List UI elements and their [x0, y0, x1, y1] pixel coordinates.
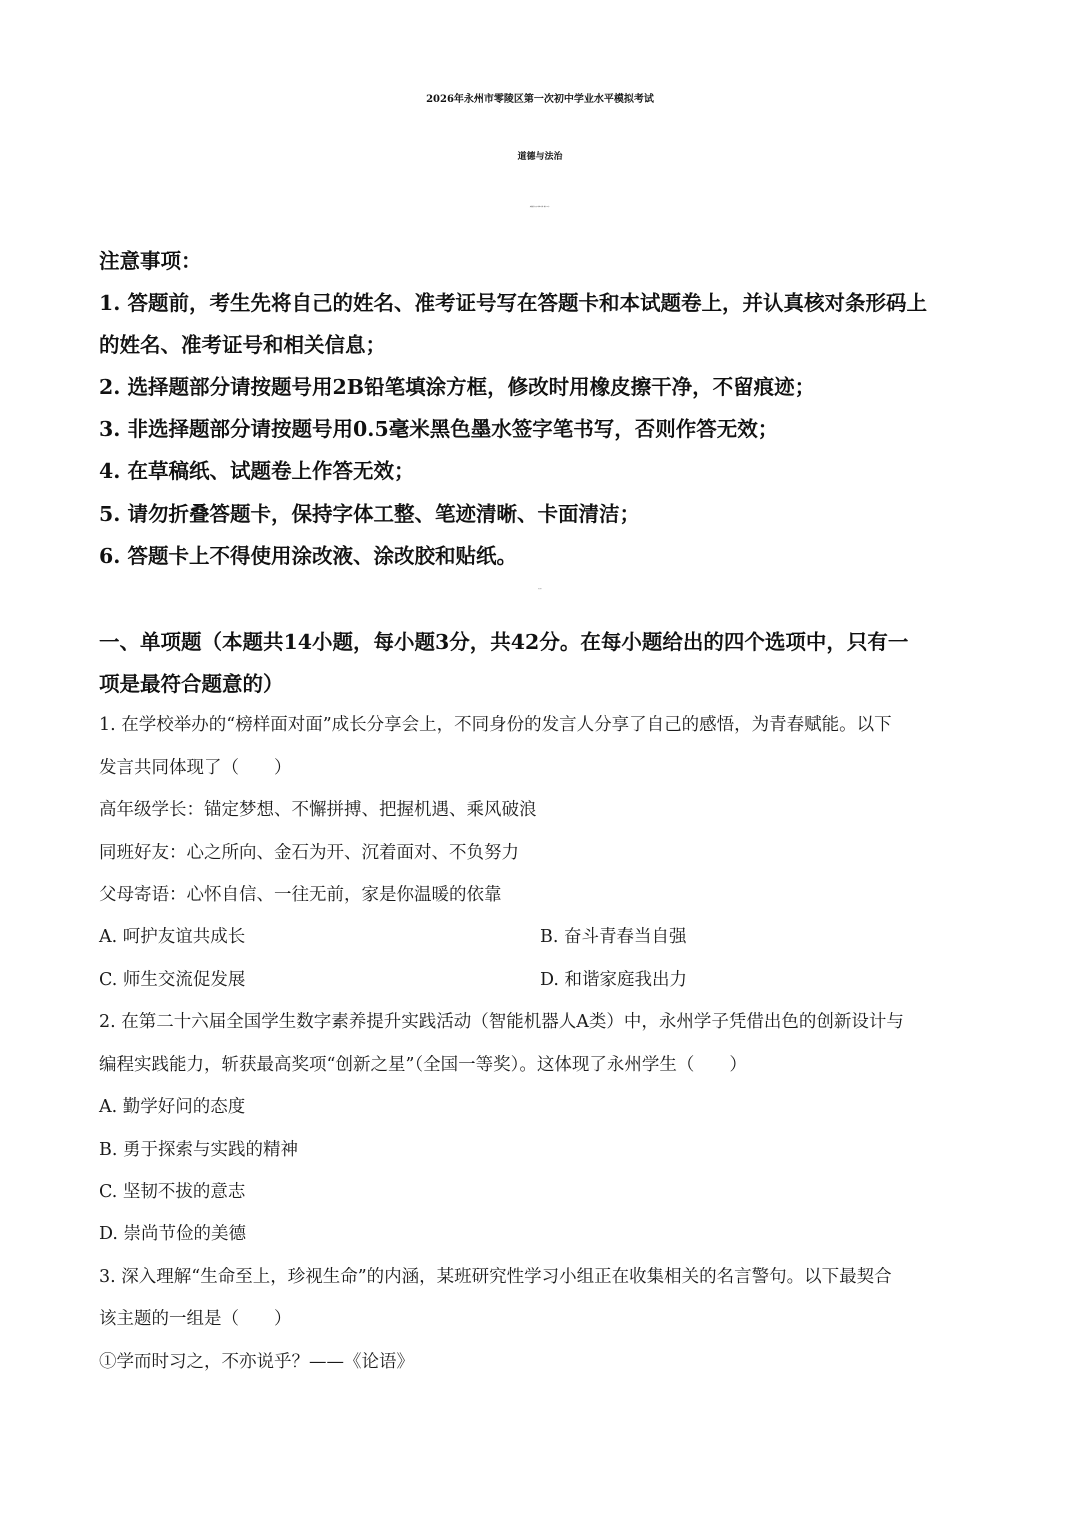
subject-title: 道德与法治: [517, 152, 563, 162]
q3-stem-line1: 3. 深入理解“生命至上，珍视生命”的内涵，某班研究性学习小组正在收集相关的名言警句。以下最契合: [99, 1267, 892, 1287]
q2-stem-line2: 编程实践能力，斩获最高奖项“创新之星”（全国一等奖）。这体现了永州学生（ ）: [99, 1055, 747, 1075]
exam-info: 本试题卷共6页。时量60分钟。满分100分。: [529, 207, 551, 208]
note-item-1: 1. 答题前，考生先将自己的姓名、准考证号写在答题卡和本试题卷上，并认真核对条形码上: [99, 291, 928, 315]
note-item-6: 6. 答题卡上不得使用涂改液、涂改胶和贴纸。: [99, 544, 518, 568]
q2-stem-line1: 2. 在第二十六届全国学生数字素养提升实践活动（智能机器人A类）中，永州学子凭借出色的创新设计与: [99, 1012, 904, 1032]
q1-option-a: A. 呵护友谊共成长: [99, 927, 246, 947]
note-item-1-cont: 的姓名、准考证号和相关信息；: [99, 333, 386, 357]
part-heading-line1: 一、单项题（本题共14小题，每小题3分，共42分。在每小题给出的四个选项中，只有一: [99, 630, 909, 654]
q2-option-b: B. 勇于探索与实践的精神: [99, 1140, 298, 1160]
q1-quote-1: 高年级学长：锚定梦想、不懈拼搏、把握机遇、乘风破浪: [99, 800, 537, 820]
q1-option-c: C. 师生交流促发展: [99, 970, 246, 990]
note-item-5: 5. 请勿折叠答题卡，保持字体工整、笔迹清晰、卡面清洁；: [99, 502, 641, 526]
q1-quote-2: 同班好友：心之所向、金石为开、沉着面对、不负努力: [99, 843, 519, 863]
q1-stem-line1: 1. 在学校举办的“榜样面对面”成长分享会上，不同身份的发言人分享了自己的感悟，为青春赋能。以下: [99, 715, 892, 735]
q1-option-d: D. 和谐家庭我出力: [540, 970, 688, 990]
note-item-2: 2. 选择题部分请按题号用2B铅笔填涂方框，修改时用橡皮擦干净，不留痕迹；: [99, 375, 816, 399]
part-heading-line2: 项是最符合题意的）: [99, 672, 284, 696]
note-item-4: 4. 在草稿纸、试题卷上作答无效；: [99, 459, 415, 483]
q3-item-1: ①学而时习之，不亦说乎？——《论语》: [99, 1352, 414, 1372]
q1-option-b: B. 奋斗青春当自强: [540, 927, 687, 947]
q3-stem-line2: 该主题的一组是（ ）: [99, 1309, 292, 1329]
section-title: [0, 589, 1080, 590]
q1-quote-3: 父母寄语：心怀自信、一往无前，家是你温暖的依靠: [99, 885, 502, 905]
q2-option-c: C. 坚韧不拔的意志: [99, 1182, 246, 1202]
q2-option-d: D. 崇尚节俭的美德: [99, 1224, 247, 1244]
q2-option-a: A. 勤学好问的态度: [99, 1097, 246, 1117]
exam-title: 2026年永州市零陵区第一次初中学业水平模拟考试: [426, 94, 654, 105]
q1-stem-line2: 发言共同体现了（ ）: [99, 758, 292, 778]
note-item-3: 3. 非选择题部分请按题号用0.5毫米黑色墨水签字笔书写，否则作答无效；: [99, 417, 779, 441]
notes-heading: 注意事项：: [99, 249, 202, 273]
